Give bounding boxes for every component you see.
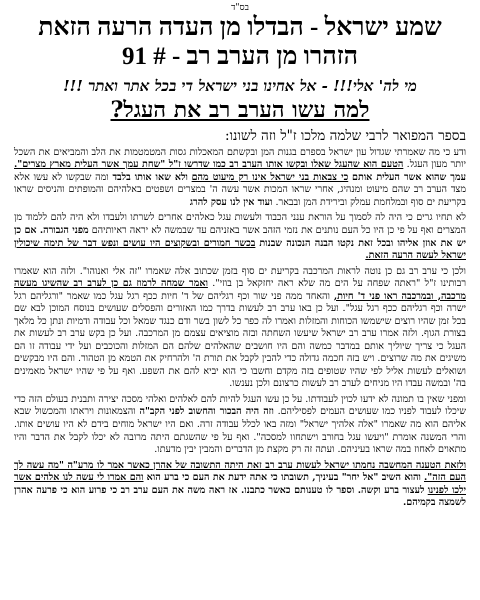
p4-text-2: וזה היה הבכור והחשוב לפני הקב"ה	[139, 406, 274, 418]
p3-text-3: ואמר שמחה לרמוז גם כן לערב רב שהשיגו מעשה מרכבה, ובמרכבה ראו פני ד' חיות,	[14, 278, 466, 302]
p1-text-4: כי צבאות בני ישראל אינו רק מיעוט מהם	[191, 171, 349, 183]
p5-text-2: והוא השיב "אל יחר" בעיניך, תשובתו כי אתה ידעת את העם כי ברע הוא	[146, 472, 421, 484]
p3-text-1: ולכן כי ערב רב גם כן נוטה לראות המרכבה בקריעת ים סוף בזמן שכתוב אלה שאמרו "זה אלי ואנוהו".	[79, 265, 466, 277]
paragraph-3	[14, 266, 466, 391]
p4-text-1: ומפני שאין בו תמונה לא ידעו לכוין לעבודתו. על כן עשו העגל להיות להם לאלהים ואלהי מסכה יצירה ותבנית בעולם הזה כדי שיכלו לעבוד לפניו כמו שעושים העמים לפסיליהם.	[14, 393, 466, 418]
paragraph-1	[14, 147, 466, 210]
p5-text-1: ולזאת הטענה המחשבה נחמתו ישראל לעשות ערב רב זאת היתה התשובה של אהרן כאשר אמר לו מרע"ה "מה עשה לך העם הזה".	[14, 459, 467, 484]
p1-text-5: ולא שאו אותו בלבד	[112, 171, 188, 183]
paragraph-2	[14, 212, 466, 262]
p1-text-6: ומה שבקשו לא עשו אלא מצד הערב רב שהם מיעוט ומנהיג, אחרי שראו המכות אשר עשה ה' במצרים ושפטים באלהיהם והמופתים והניסים שראו בקריעת ים סוף ובמלחמת עמלק ובירידת המן ובבאר.	[14, 171, 466, 208]
page-subtitle: הזהרו מן הערב רב - # 91	[121, 43, 359, 71]
bsd-mark: בס"ד	[231, 3, 249, 13]
p1-text-7: ועוד אין לנו עסק להרג	[189, 196, 273, 208]
p4-text-4: ועתה זה רק מקצת מן הדברים והמבין יבין מדעתו.	[154, 444, 335, 456]
p3-text-2: ולזה הוא שאמרו רבותינו ז"ל "ראתה שפחה על הים מה שלא ראה יחזקאל בן בוזי".	[14, 265, 466, 290]
paragraph-4	[14, 394, 466, 457]
page-title: שמע ישראל - הבדלו מן העדה הרעה הזאת	[38, 14, 442, 41]
p3-text-4: והאחד ממה פני שור וכף רגליהם של ד' חיות ככף רגל עגל כמו שאמר "ורגליהם רגל ישרה וכף רגליהם ככף רגל עגל". ועל כן באו ערב רב לעשות בדרך כמו האזורים והפסלים שעושים בנוסח המוכן לבא שם בכל זמן שהיו רוצים שישמשו הכוחות והמזלות ואמרו לה כפר כל לשון בשר ודם כנגד שמאל וכל עבודה ודמיות ונתן כל מלאך בצורת הגוף. ולזה אמרו ערב רב ישראל שיעשו השחתה ובזה מוציאים עצמם מן המרכבה. ועל כן בקש ערב רב לעשות את העגל כי צריך שיוליך אותם במדבר כמשה והם היו חושבים שהאלהים שלהם הם המזלות והכוכבים ועל ידי עבודה זו הם משיגים את מה שרוצים. ויש בזה חכמה גדולה כדי להבין לקבל את תורת ה' ולהרחיק את הטמא מן הטהור. והם היו מבקשים ושואלים לעשות אליל לפי שהיו שטופים בזה מקדם וחשבו כי הוא יביא להם את השפע. ואף על פי שהיו ישראל מאמינים בה' ובמשה עבדו היו מניחים לערב רב לעשות כרצונם ולכן נענשו.	[14, 290, 466, 390]
p1-text-3: עמך שהוא אשר העלית אותם	[352, 171, 466, 183]
article-question: למה עשו הערב רב את העגל?	[110, 97, 370, 123]
p5-text-4: לעצור ברע וקשה. וספר לו טענותם כאשר כתבנו. אז ראה משה את העם ערב רב כי פרוע הוא כי פרעה אהרן לשמצה בקמיהם.	[14, 484, 466, 509]
paragraph-5	[14, 460, 466, 510]
p1-text-2: הטעם הוא שהעגל שאלו ובקשו אותו הערב רב כמו שדרשו ז"ל "שחת עמך אשר העלית מארץ מצרים".	[14, 159, 404, 171]
p5-text-3: והם אמרו לי עשה לנו אלהים אשר ילכו לפנינו	[14, 472, 466, 496]
p2-text-1: לא תחיו גרים כי היה לה לסמוך על הוראת ענני הכבוד ולעשות עגל כאלהים אחרים לשרתו ולעבדו ולא היה להם ללמוד מן המצרים ואף על פי כן היו כל העם נותנים את נזמי הזהב אשר באזניהם עד שבמשה לא יראה ראיותיהם	[14, 212, 466, 236]
p4-text-3: והצמאונות ויראתו והמכשול שבא אליהם הוא מה שאמרו "אלה אלהיך ישראל" ומזה באו לכלל עבודה זרה. ואם היו ישראל מוחים בידם לא היו עושים אותו. והרי המשנה אומרת "ויעשו עגל בחורב וישתחוו למסכה". ואף על פי שהשגתם היתה מרובה לא יכלו לקבל את הדבר והיו מתאוים לאחוז במה שראו בעיניהם.	[14, 406, 466, 456]
intro-line: בספר המפואר לרבי שלמה מלכו ז"ל וזה לשונו:	[225, 128, 466, 145]
p2-text-3: בכשר חמורים ובשקוצים היו עושים ונפש דבר של תימה שיכולין ישראל לעשה הרעה הזאת.	[14, 237, 466, 262]
p1-text-1: ודע כי מה שאמרתי שגדול עון ישראל בספרם בגנות המן ובקשתם המאכלות גסות המטמטמות את הלב והמביאים את השכל יותר מעון העגל.	[14, 146, 466, 171]
p2-text-2: מפני הגבורה. אם כן יש את אוזן אליהו ובכל זאת נקטו הבנה הנכונה שבנות	[14, 225, 466, 249]
slogan: מי לה' אלי!!! - אל אחינו בני ישראל די בכל אתר ואתר !!!	[63, 76, 417, 95]
